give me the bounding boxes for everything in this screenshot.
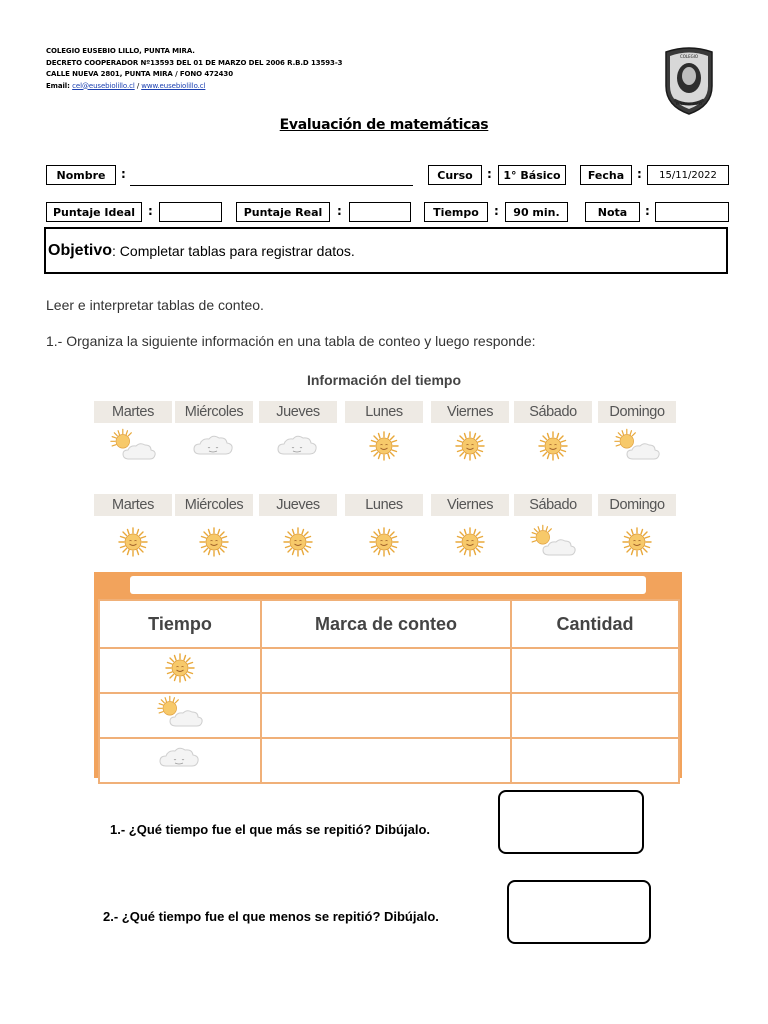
quantity-cell[interactable]	[511, 648, 679, 693]
sun-cloud-icon	[105, 428, 161, 464]
logo-text-bottom: EUSEBIO LILLO	[675, 102, 703, 106]
sun-cloud-icon	[609, 428, 665, 464]
sun-icon	[442, 524, 498, 560]
tally-mark-cell[interactable]	[261, 693, 511, 738]
puntaje-ideal-field[interactable]	[159, 202, 222, 222]
day-label: Lunes	[345, 401, 423, 423]
col-marca-header: Marca de conteo	[261, 600, 511, 648]
tally-mark-cell[interactable]	[261, 648, 511, 693]
colon: :	[148, 204, 153, 218]
cloud-icon	[186, 428, 242, 464]
school-decree: DECRETO COOPERADOR Nº13593 DEL 01 DE MARZO DEL 2006 R.B.D 13593-3	[46, 58, 343, 67]
colon: :	[637, 167, 642, 181]
puntaje-ideal-label: Puntaje Ideal	[46, 202, 142, 222]
nombre-field[interactable]	[130, 185, 413, 186]
colon: :	[645, 204, 650, 218]
sun-icon	[356, 524, 412, 560]
table-row	[99, 738, 679, 783]
fecha-label: Fecha	[580, 165, 632, 185]
table-row	[99, 648, 679, 693]
tiempo-value: 90 min.	[505, 202, 568, 222]
nota-field[interactable]	[655, 202, 729, 222]
instruction-text: 1.- Organiza la siguiente información en una tabla de conteo y luego responde:	[46, 333, 536, 349]
table-row	[99, 693, 679, 738]
weather-cell	[99, 693, 261, 738]
cloud-icon	[270, 428, 326, 464]
colon: :	[121, 167, 126, 181]
day-label: Viernes	[431, 401, 509, 423]
objective-label: Objetivo	[48, 241, 113, 259]
col-cantidad-header: Cantidad	[511, 600, 679, 648]
quantity-cell[interactable]	[511, 738, 679, 783]
colon: :	[487, 167, 492, 181]
day-label: Domingo	[598, 494, 676, 516]
day-label: Domingo	[598, 401, 676, 423]
weather-info-title: Información del tiempo	[306, 372, 461, 388]
nombre-label: Nombre	[46, 165, 116, 185]
tiempo-label: Tiempo	[424, 202, 488, 222]
colon: :	[494, 204, 499, 218]
sun-icon	[525, 428, 581, 464]
puntaje-real-label: Puntaje Real	[236, 202, 330, 222]
sun-cloud-icon	[525, 524, 581, 560]
tally-table-title-field[interactable]	[130, 576, 646, 594]
email-label: Email:	[46, 81, 70, 90]
sun-cloud-icon	[152, 695, 208, 731]
day-label: Martes	[94, 401, 172, 423]
day-label: Viernes	[431, 494, 509, 516]
intro-text: Leer e interpretar tablas de conteo.	[46, 297, 264, 313]
nota-label: Nota	[585, 202, 640, 222]
day-label: Miércoles	[175, 494, 253, 516]
objective-text: : Completar tablas para registrar datos.	[112, 242, 355, 259]
day-label: Martes	[94, 494, 172, 516]
day-label: Jueves	[259, 494, 337, 516]
puntaje-real-field[interactable]	[349, 202, 411, 222]
curso-label: Curso	[428, 165, 482, 185]
school-name: COLEGIO EUSEBIO LILLO, PUNTA MIRA.	[46, 47, 195, 55]
sun-icon	[186, 524, 242, 560]
day-label: Sábado	[514, 494, 592, 516]
weather-cell	[99, 738, 261, 783]
sun-icon	[442, 428, 498, 464]
tally-table	[98, 599, 680, 784]
col-tiempo-header: Tiempo	[99, 600, 261, 648]
quantity-cell[interactable]	[511, 693, 679, 738]
website-link[interactable]: www.eusebiolillo.cl	[141, 81, 206, 90]
school-contact	[46, 81, 342, 93]
cloud-icon	[152, 740, 208, 776]
colon: :	[337, 204, 342, 218]
day-label: Sábado	[514, 401, 592, 423]
sun-icon	[356, 428, 412, 464]
question-2: 2.- ¿Qué tiempo fue el que menos se repitió? Dibújalo.	[103, 909, 439, 924]
curso-value: 1° Básico	[498, 165, 566, 185]
day-label: Miércoles	[175, 401, 253, 423]
answer-box-1[interactable]	[498, 790, 644, 854]
sun-icon	[609, 524, 665, 560]
tally-mark-cell[interactable]	[261, 738, 511, 783]
weather-cell	[99, 648, 261, 693]
school-logo-icon	[660, 46, 718, 116]
tally-header-row	[99, 600, 679, 648]
contact-separator: /	[134, 81, 142, 90]
school-header	[46, 46, 342, 92]
page-title: Evaluación de matemáticas	[279, 117, 489, 133]
day-label: Jueves	[259, 401, 337, 423]
day-label: Lunes	[345, 494, 423, 516]
sun-icon	[270, 524, 326, 560]
email-link[interactable]: cel@eusebiolillo.cl	[72, 81, 135, 90]
objective-box	[44, 227, 728, 274]
logo-text-top: COLEGIO	[679, 54, 699, 59]
sun-icon	[105, 524, 161, 560]
fecha-value: 15/11/2022	[647, 165, 729, 185]
sun-icon	[152, 650, 208, 686]
school-address: CALLE NUEVA 2801, PUNTA MIRA / FONO 472430	[46, 70, 233, 78]
answer-box-2[interactable]	[507, 880, 651, 944]
question-1: 1.- ¿Qué tiempo fue el que más se repitió? Dibújalo.	[110, 822, 430, 837]
